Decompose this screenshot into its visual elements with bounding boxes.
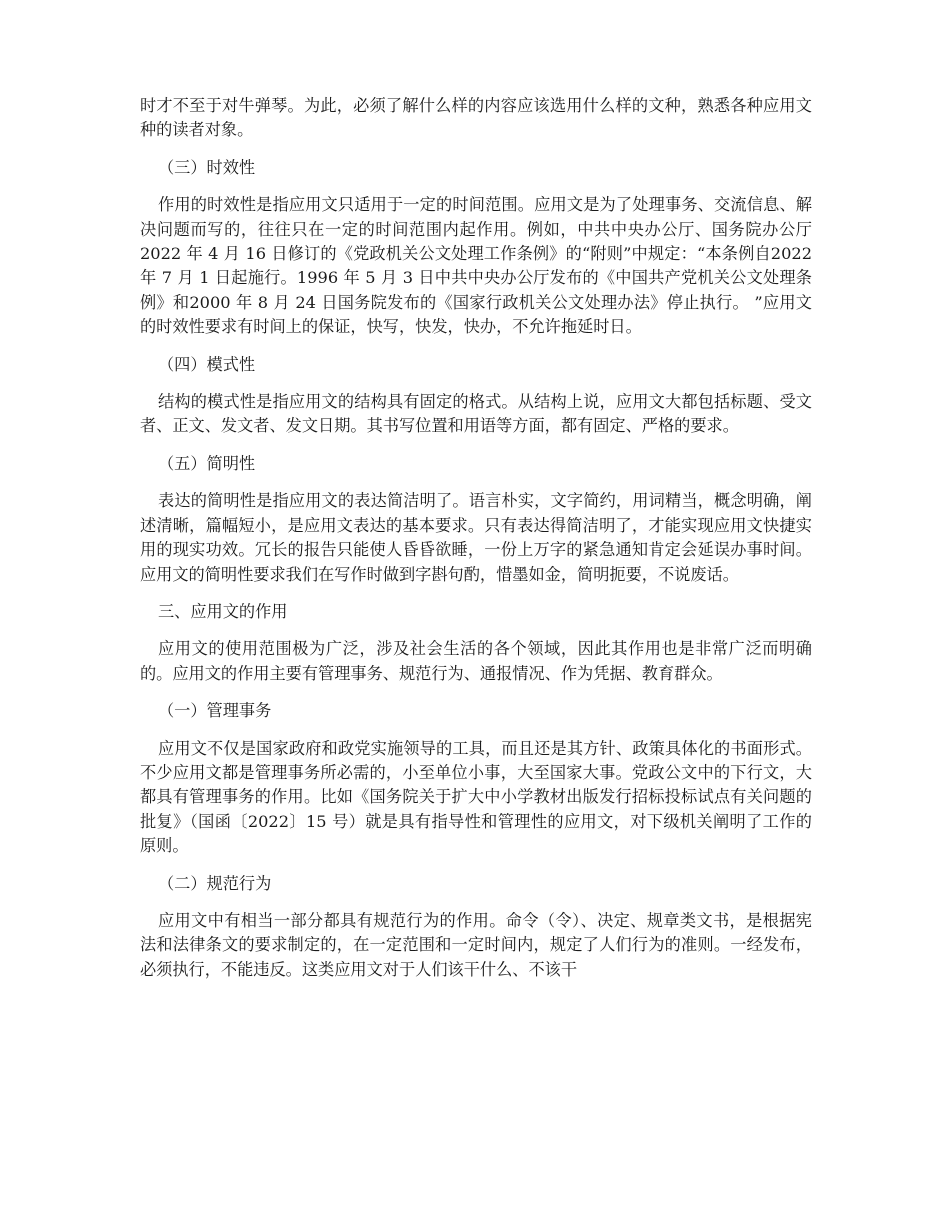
section-heading-timeliness: （三）时效性: [158, 157, 256, 177]
chapter-heading-functions: 三、应用文的作用: [158, 601, 288, 621]
section-heading-conciseness: （五）简明性: [158, 453, 256, 473]
paragraph-regulation: 应用文中有相当一部分都具有规范行为的作用。命令（令）、决定、规章类文书，是根据宪法和法律条文的要求制定的，在一定范围和一定时间内，规定了人们行为的准则。一经发布，必须执行，不能违反。这类应用文对于人们该干什么、不该干: [140, 910, 812, 979]
paragraph-management: 应用文不仅是国家政府和政党实施领导的工具，而且还是其方针、政策具体化的书面形式。不少应用文都是管理事务所必需的，小至单位小事，大至国家大事。党政公文中的下行文，大都具有管理事务的作用。比如《国务院关于扩大中小学教材出版发行招标投标试点有关问题的批复》（国函〔2022〕15 号）就是具有指导性和管理性的应用文，对下级机关阐明了工作的原则。: [140, 738, 812, 856]
document-page: [140, 94, 812, 995]
paragraph-timeliness: 作用的时效性是指应用文只适用于一定的时间范围。应用文是为了处理事务、交流信息、解决问题而写的，往往只在一定的时间范围内起作用。例如，中共中央办公厅、国务院办公厅 2022 年 4 月 16 日修订的《党政机关公文处理工作条例》的“附则”中规定：“本条例自2022 年 7 月 1 日起施行。1996 年 5 月 3 日中共中央办公厅发布的《中国共产党机关公文处理条例》和2000 年 8 月 24 日国务院发布的《国家行政机关公文处理办法》停止执行。 ”应用文的时效性要求有时间上的保证，快写，快发，快办，不允许拖延时日。: [140, 195, 812, 337]
section-heading-management: （一）管理事务: [158, 701, 272, 721]
paragraph-functions-intro: 应用文的使用范围极为广泛，涉及社会生活的各个领域，因此其作用也是非常广泛而明确的。应用文的作用主要有管理事务、规范行为、通报情况、作为凭据、教育群众。: [140, 639, 812, 683]
section-heading-regulation: （二）规范行为: [158, 873, 272, 893]
paragraph-conciseness: 表达的简明性是指应用文的表达简洁明了。语言朴实，文字简约，用词精当，概念明确，阐述清晰，篇幅短小，是应用文表达的基本要求。只有表达得简洁明了，才能实现应用文快捷实用的现实功效。冗长的报告只能使人昏昏欲睡，一份上万字的紧急通知肯定会延误办事时间。应用文的简明性要求我们在写作时做到字斟句酌，惜墨如金，简明扼要，不说废话。: [140, 491, 812, 584]
paragraph-continued: 时才不至于对牛弹琴。为此，必须了解什么样的内容应该选用什么样的文种，熟悉各种应用文种的读者对象。: [140, 96, 812, 140]
paragraph-pattern: 结构的模式性是指应用文的结构具有固定的格式。从结构上说，应用文大都包括标题、受文者、正文、发文者、发文日期。其书写位置和用语等方面，都有固定、严格的要求。: [140, 392, 812, 436]
section-heading-pattern: （四）模式性: [158, 354, 256, 374]
